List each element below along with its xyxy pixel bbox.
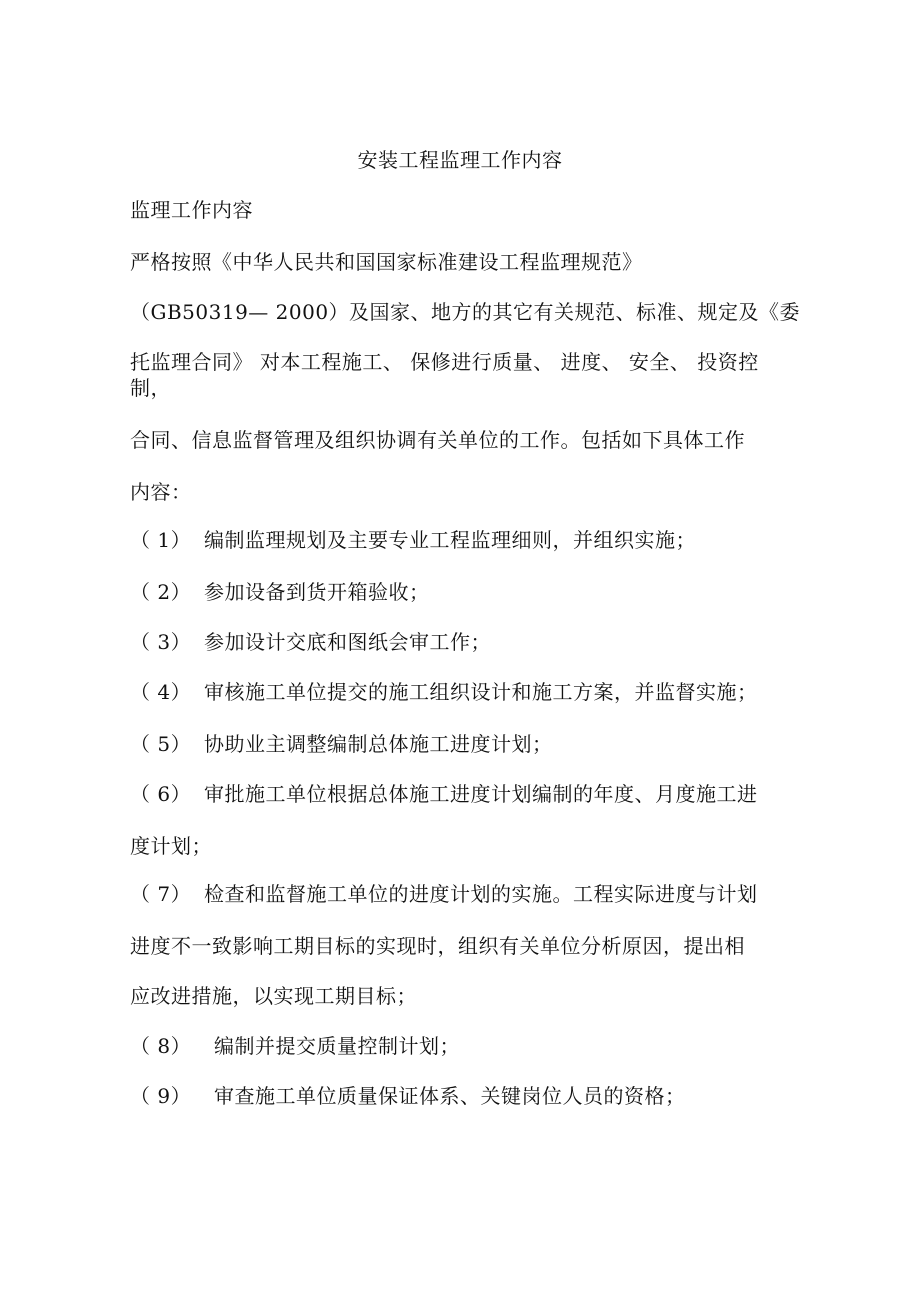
list-item	[130, 782, 758, 806]
intro-line-2: （GB50319— 2000）及国家、地方的其它有关规范、标准、规定及《委	[130, 300, 801, 324]
item-text: 编制监理规划及主要专业工程监理细则，并组织实施；	[204, 528, 696, 552]
item-number: （ 1）	[130, 528, 192, 552]
list-item	[130, 630, 491, 654]
list-item-continuation	[130, 934, 745, 958]
item-text: 进度不一致影响工期目标的实现时，组织有关单位分析原因，提出相	[130, 934, 745, 958]
section-heading: 监理工作内容	[130, 198, 253, 222]
list-item	[130, 732, 553, 756]
intro-line-6: 内容：	[130, 480, 192, 504]
list-item-continuation	[130, 984, 417, 1008]
item-number: （ 6）	[130, 782, 192, 806]
item-text: 审查施工单位质量保证体系、关键岗位人员的资格；	[214, 1084, 686, 1108]
item-number: （ 7）	[130, 882, 192, 906]
item-number: （ 2）	[130, 580, 192, 604]
item-number: （ 8）	[130, 1034, 192, 1058]
list-item	[130, 1034, 460, 1058]
list-item-continuation	[130, 834, 212, 858]
list-item	[130, 528, 696, 552]
list-item	[130, 680, 758, 704]
item-text: 参加设备到货开箱验收；	[204, 580, 430, 604]
item-number: （ 9）	[130, 1084, 192, 1108]
item-text: 协助业主调整编制总体施工进度计划；	[204, 732, 553, 756]
list-item	[130, 1084, 686, 1108]
item-number: （ 5）	[130, 732, 192, 756]
intro-line-5: 合同、信息监督管理及组织协调有关单位的工作。包括如下具体工作	[130, 428, 745, 452]
item-text: 参加设计交底和图纸会审工作；	[204, 630, 491, 654]
item-text: 审核施工单位提交的施工组织设计和施工方案，并监督实施；	[204, 680, 758, 704]
item-text: 度计划；	[130, 834, 212, 858]
list-item	[130, 882, 758, 906]
intro-line-1: 严格按照《中华人民共和国国家标准建设工程监理规范》	[130, 250, 643, 274]
item-number: （ 3）	[130, 630, 192, 654]
item-text: 检查和监督施工单位的进度计划的实施。工程实际进度与计划	[204, 882, 758, 906]
list-item	[130, 580, 430, 604]
intro-line-3: 托监理合同》 对本工程施工、 保修进行质量、 进度、 安全、 投资控	[130, 350, 759, 374]
item-text: 编制并提交质量控制计划；	[214, 1034, 460, 1058]
document-title: 安装工程监理工作内容	[357, 148, 563, 172]
item-text: 审批施工单位根据总体施工进度计划编制的年度、月度施工进	[204, 782, 758, 806]
item-number: （ 4）	[130, 680, 192, 704]
item-text: 应改进措施，以实现工期目标；	[130, 984, 417, 1008]
intro-line-4: 制，	[130, 376, 171, 400]
